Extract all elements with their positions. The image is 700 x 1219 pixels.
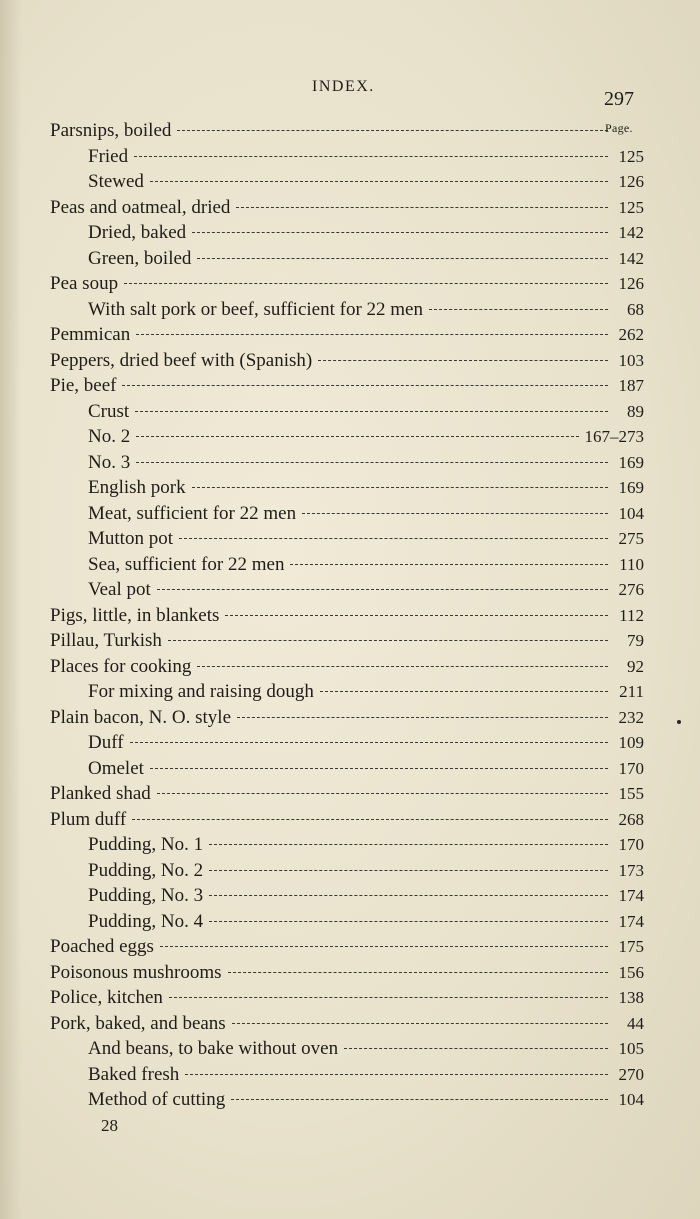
- entry-page-number: 142: [618, 223, 644, 242]
- entry-page-number: 142: [618, 248, 644, 268]
- entry-page-number: 105: [618, 1039, 644, 1058]
- entry-text: Crust: [88, 400, 130, 422]
- index-subentry: [36, 577, 644, 603]
- index-subentry: [36, 883, 644, 909]
- entry-text: Meat, sufficient for 22 men: [88, 502, 297, 524]
- dot-leader: [209, 844, 608, 845]
- entry-text: Pillau, Turkish: [50, 630, 162, 651]
- entry-page-number: 104: [618, 1090, 644, 1109]
- dot-leader: [157, 793, 608, 794]
- index-subentry: [36, 1062, 644, 1088]
- index-subentry: [36, 297, 644, 323]
- entry-text: Pudding, No. 3: [88, 885, 204, 906]
- entry-page-number: 169: [618, 478, 644, 497]
- dot-leader: [197, 258, 608, 259]
- entry-page-number: 174: [618, 886, 644, 905]
- entry-page-number: 170: [618, 758, 644, 778]
- entry-text: Fried: [88, 145, 129, 167]
- dot-leader: [124, 283, 608, 284]
- dot-leader: [150, 181, 608, 182]
- entry-text: And beans, to bake without oven: [88, 1038, 339, 1059]
- entry-page-number: 275: [618, 529, 644, 548]
- entry-page-number: 174: [618, 911, 644, 931]
- index-entry: [36, 934, 644, 960]
- entry-page-number: 169: [618, 452, 644, 472]
- entry-text: Pork, baked, and beans: [50, 1012, 226, 1034]
- dot-leader: [231, 1099, 608, 1100]
- index-entry: [36, 781, 644, 807]
- entry-page-number: 156: [618, 962, 644, 982]
- dot-leader: [197, 666, 608, 667]
- entry-page-number: 268: [618, 809, 644, 829]
- entry-text: Poisonous mushrooms: [50, 961, 222, 983]
- dot-leader: [225, 615, 608, 616]
- entry-page-number: 126: [618, 274, 644, 293]
- index-entry: [36, 118, 644, 144]
- index-subentry: [36, 756, 644, 782]
- index-entry: [36, 985, 644, 1011]
- entry-page-number: 276: [618, 580, 644, 599]
- index-entry: [36, 807, 644, 833]
- entry-text: Places for cooking: [50, 655, 192, 677]
- index-subentry: [36, 552, 644, 578]
- entry-text: Veal pot: [88, 579, 151, 600]
- index-entry: [36, 373, 644, 399]
- entry-page-number: 109: [618, 733, 644, 752]
- entry-text: Mutton pot: [88, 528, 173, 549]
- dot-leader: [177, 130, 608, 131]
- dot-leader: [318, 360, 608, 361]
- entry-page-number: 104: [618, 503, 644, 523]
- dot-leader: [236, 207, 608, 208]
- entry-text: Pie, beef: [50, 375, 117, 396]
- entry-text: No. 3: [88, 451, 131, 473]
- entry-page-number: 262: [618, 325, 644, 344]
- index-subentry: [36, 832, 644, 858]
- index-subentry: [36, 424, 644, 450]
- index-entry: [36, 705, 644, 731]
- index-entry: [36, 271, 644, 297]
- index-subentry: [36, 1087, 644, 1113]
- dot-leader: [122, 385, 608, 386]
- entry-text: Pigs, little, in blankets: [50, 604, 220, 626]
- dot-leader: [130, 742, 608, 743]
- dot-leader: [135, 411, 608, 412]
- dot-leader: [179, 538, 608, 539]
- ink-speck: [677, 720, 681, 724]
- entry-text: Stewed: [88, 171, 144, 192]
- dot-leader: [136, 436, 578, 437]
- dot-leader: [192, 232, 608, 233]
- dot-leader: [160, 946, 608, 947]
- index-subentry: [36, 526, 644, 552]
- dot-leader: [209, 870, 608, 871]
- dot-leader: [209, 921, 608, 922]
- page-column-label: Page.: [605, 121, 633, 135]
- entry-page-number: 110: [619, 554, 644, 574]
- entry-page-number: 173: [618, 860, 644, 880]
- dot-leader: [320, 691, 608, 692]
- index-entry: [36, 603, 644, 629]
- index-entry: [36, 322, 644, 348]
- entry-page-number: 270: [618, 1064, 644, 1084]
- entry-text: Sea, sufficient for 22 men: [88, 553, 285, 575]
- entry-text: Baked fresh: [88, 1063, 180, 1085]
- entry-text: Plum duff: [50, 808, 127, 830]
- index-entry: [36, 654, 644, 680]
- entry-page-number: 187: [618, 376, 644, 395]
- index-entry: [36, 1011, 644, 1037]
- dot-leader: [168, 640, 608, 641]
- index-entry: [36, 628, 644, 654]
- entry-page-number: 170: [618, 835, 644, 854]
- entry-text: Duff: [88, 732, 124, 753]
- entry-page-number: 92: [627, 656, 644, 676]
- entry-page-number: 112: [619, 605, 644, 625]
- dot-leader: [136, 334, 608, 335]
- index-subentry: [36, 501, 644, 527]
- entry-page-number: 167–273: [584, 427, 644, 446]
- entry-page-number: 232: [618, 707, 644, 727]
- dot-leader: [209, 895, 608, 896]
- dot-leader: [302, 513, 608, 514]
- entry-text: Pemmican: [50, 324, 131, 345]
- entry-text: Parsnips, boiled: [50, 120, 172, 141]
- entry-text: Peppers, dried beef with (Spanish): [50, 349, 313, 371]
- index-list: [36, 118, 644, 1138]
- index-entry: [36, 195, 644, 221]
- entry-page-number: 68: [627, 299, 644, 319]
- entry-text: Pudding, No. 1: [88, 834, 204, 855]
- dot-leader: [136, 462, 608, 463]
- index-subentry: [36, 679, 644, 705]
- index-subentry: [36, 220, 644, 246]
- running-head: INDEX.: [312, 78, 375, 95]
- entry-text: Method of cutting: [88, 1089, 226, 1110]
- index-subentry: [36, 730, 644, 756]
- dot-leader: [150, 768, 608, 769]
- page-gutter-shadow: [0, 0, 22, 1219]
- entry-text: Omelet: [88, 757, 144, 779]
- entry-text: With salt pork or beef, sufficient for 22 men: [88, 298, 423, 320]
- entry-page-number: 28: [101, 1115, 118, 1135]
- entry-page-number: 125: [618, 146, 644, 166]
- dot-leader: [132, 819, 608, 820]
- entry-text: Dried, baked: [88, 222, 187, 243]
- index-subentry: [36, 450, 644, 476]
- index-subentry: [36, 246, 644, 272]
- entry-page-number: 89: [627, 401, 644, 421]
- entry-page-number: 79: [627, 631, 644, 650]
- index-subentry: [36, 858, 644, 884]
- entry-text: English pork: [88, 477, 186, 498]
- dot-leader: [290, 564, 608, 565]
- entry-text: Pea soup: [50, 273, 119, 294]
- dot-leader: [237, 717, 608, 718]
- dot-leader: [134, 156, 608, 157]
- dot-leader: [429, 309, 608, 310]
- dot-leader: [169, 997, 608, 998]
- entry-page-number: 175: [618, 937, 644, 956]
- dot-leader: [185, 1074, 608, 1075]
- index-subentry: [36, 399, 644, 425]
- entry-text: Peas and oatmeal, dried: [50, 196, 231, 218]
- dot-leader: [228, 972, 608, 973]
- dot-leader: [192, 487, 608, 488]
- entry-text: Planked shad: [50, 783, 151, 804]
- index-subentry: [36, 144, 644, 170]
- entry-text: Poached eggs: [50, 936, 154, 957]
- index-subentry: [36, 1036, 644, 1062]
- entry-text: Pudding, No. 2: [88, 859, 204, 881]
- index-subentry: [36, 909, 644, 935]
- entry-text: Green, boiled: [88, 247, 192, 269]
- index-entry: [36, 348, 644, 374]
- entry-page-number: 103: [618, 350, 644, 370]
- entry-text: No. 2: [88, 426, 131, 447]
- entry-text: Plain bacon, N. O. style: [50, 706, 232, 728]
- entry-text: Police, kitchen: [50, 987, 163, 1008]
- entry-text: For mixing and raising dough: [88, 681, 314, 702]
- dot-leader: [344, 1048, 608, 1049]
- entry-page-number: 155: [618, 784, 644, 803]
- dot-leader: [232, 1023, 608, 1024]
- entry-page-number: 126: [618, 172, 644, 191]
- index-subentry: [36, 1113, 644, 1139]
- entry-page-number: 211: [619, 682, 644, 701]
- index-subentry: [36, 475, 644, 501]
- entry-page-number: 44: [627, 1013, 644, 1033]
- entry-text: Pudding, No. 4: [88, 910, 204, 932]
- index-entry: [36, 960, 644, 986]
- dot-leader: [157, 589, 608, 590]
- entry-page-number: 125: [618, 197, 644, 217]
- page-number: 297: [604, 88, 634, 110]
- entry-page-number: 138: [618, 988, 644, 1007]
- index-subentry: [36, 169, 644, 195]
